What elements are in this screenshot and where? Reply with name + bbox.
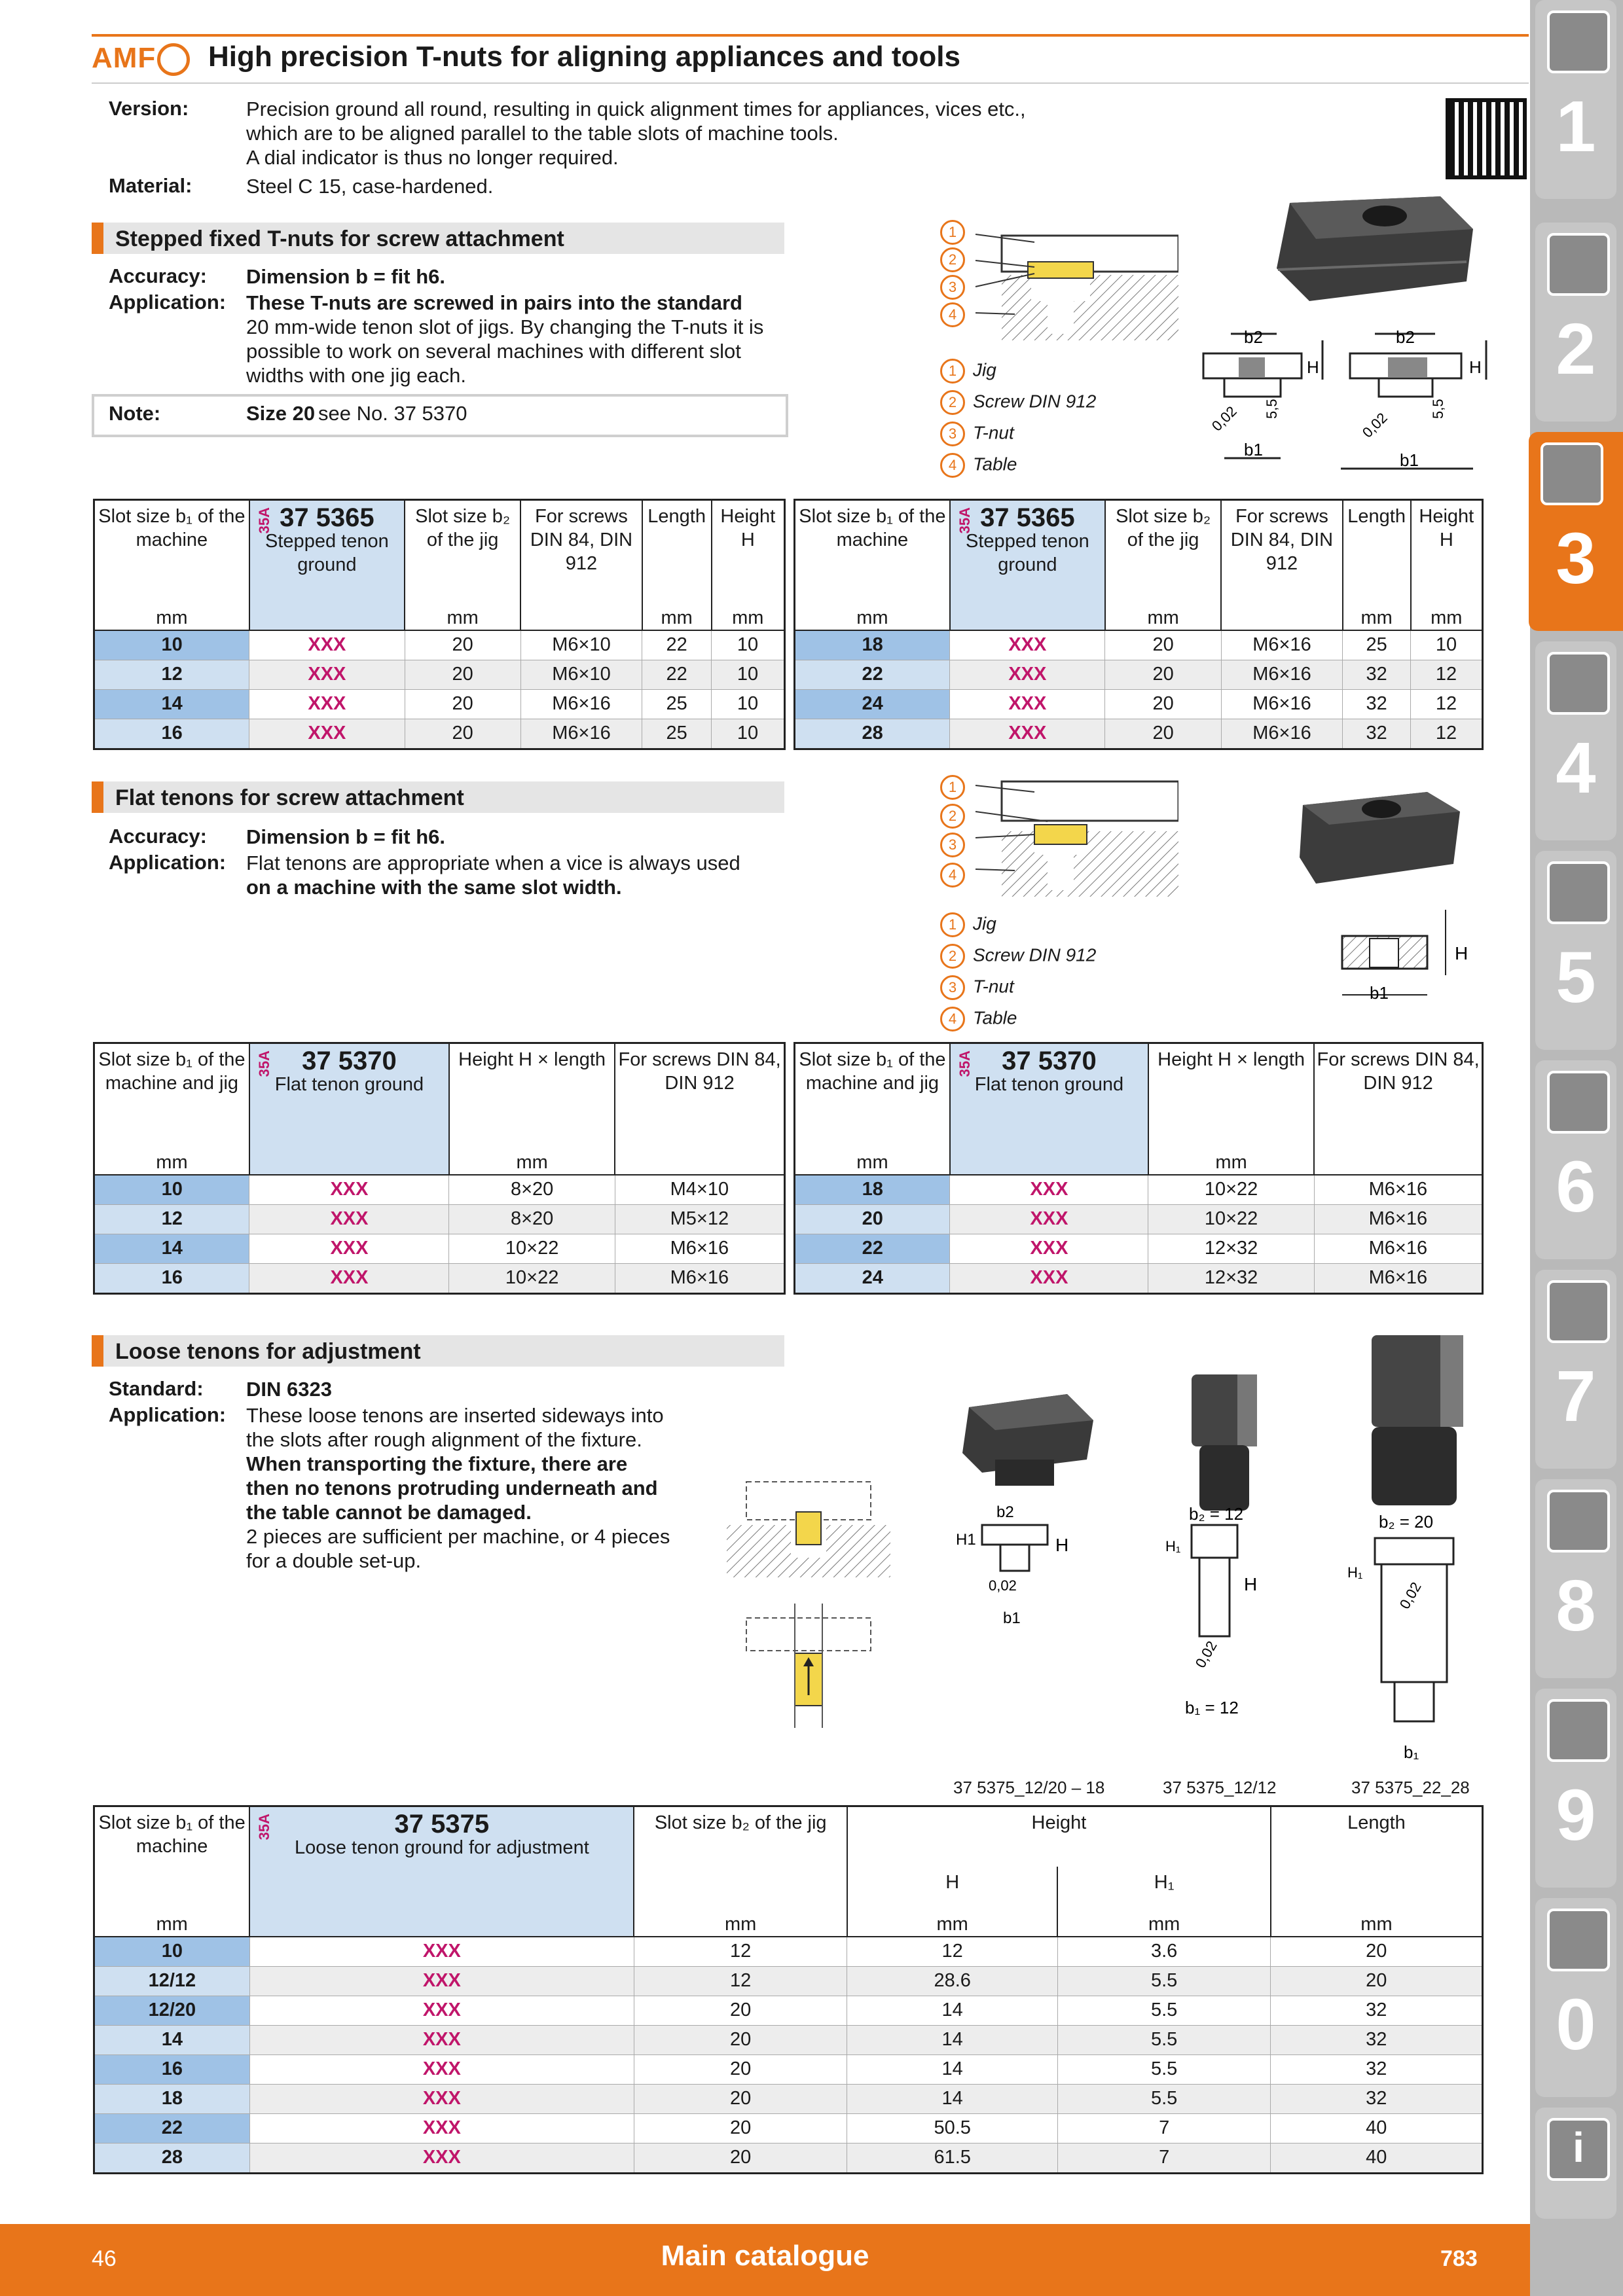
material-label: Material: — [109, 174, 192, 197]
application-line: the slots after rough alignment of the fixture. — [246, 1428, 642, 1451]
col-slot-size: Slot size b₁ of the machine and jig — [795, 1043, 950, 1141]
svg-text:H: H — [1455, 943, 1468, 963]
legend-marker: 3 — [940, 275, 973, 300]
footer-title: Main catalogue — [661, 2240, 869, 2272]
col-h: H — [847, 1867, 1058, 1903]
application-line: 20 mm-wide tenon slot of jigs. By changing the T-nuts it is — [246, 315, 764, 338]
unit: mm — [1148, 1141, 1314, 1175]
svg-text:0,02: 0,02 — [1359, 409, 1391, 441]
svg-text:H₁: H₁ — [1165, 1538, 1181, 1554]
section-heading-stepped — [92, 223, 784, 254]
loose-tenon-photo-2 — [1178, 1368, 1270, 1518]
col-slot-b2: Slot size b₂ of the jig — [405, 500, 520, 597]
top-rule — [92, 34, 1529, 37]
col-screws: For screws DIN 84, DIN 912 — [1221, 500, 1342, 597]
table-row: 10 XXX 20 M6×10 22 10 — [94, 630, 785, 660]
svg-text:b1: b1 — [1244, 440, 1263, 459]
col-height-group: Height — [847, 1806, 1271, 1867]
table-row: 16 XXX 20 M6×16 25 10 — [94, 719, 785, 749]
col-product: 35A 37 5375 Loose tenon ground for adjustment — [249, 1806, 634, 1903]
application-label: Application: — [109, 1403, 227, 1426]
unit: mm — [94, 1141, 249, 1175]
unit: mm — [847, 1903, 1058, 1937]
unit-empty — [950, 597, 1105, 630]
application-line: for a double set-up. — [246, 1549, 422, 1572]
dimension-drawing-flat — [1329, 897, 1480, 1014]
chapter-number: 6 — [1556, 1147, 1596, 1227]
qr-code-icon[interactable] — [1446, 98, 1527, 179]
col-length: Length — [1343, 500, 1411, 597]
col-h1: H₁ — [1057, 1867, 1270, 1903]
dimension-drawing-loose-1 — [949, 1499, 1080, 1630]
col-slot-size: Slot size b₁ of the machine — [94, 1806, 250, 1903]
col-height: Height H — [712, 500, 785, 597]
legend-item-screw: 2 Screw DIN 912 — [940, 390, 1096, 415]
stepped-tnut-photo — [1270, 190, 1486, 314]
application-line: widths with one jig each. — [246, 364, 467, 387]
chapter-number: 5 — [1556, 937, 1596, 1018]
chapter-tab-0[interactable] — [1535, 1898, 1616, 2097]
table-flat-left — [93, 1042, 786, 1295]
unit: mm — [94, 597, 249, 630]
chapter-tab-5[interactable] — [1535, 851, 1616, 1050]
table-row: 12 XXX 8×20 M5×12 — [94, 1204, 785, 1234]
col-length: Length — [1271, 1806, 1483, 1903]
chapter-tab-3[interactable] — [1529, 432, 1623, 631]
unit: mm — [1057, 1903, 1270, 1937]
version-line: A dial indicator is thus no longer required. — [246, 146, 619, 169]
loose-tenon-schematic — [727, 1473, 897, 1734]
legend-marker: 3 — [940, 833, 973, 857]
application-line: 2 pieces are sufficient per machine, or 4 pieces — [246, 1525, 670, 1548]
svg-text:0,02: 0,02 — [1396, 1579, 1425, 1612]
version-label: Version: — [109, 97, 189, 120]
workshop-icon — [1547, 1490, 1610, 1552]
legend-item-jig: 1 Jig — [940, 912, 996, 937]
unit-empty — [520, 597, 642, 630]
svg-text:b2: b2 — [1396, 327, 1415, 347]
flat-tenon-photo — [1296, 785, 1467, 890]
legend-item-jig: 1 Jig — [940, 359, 996, 384]
saw-blade-icon — [1547, 861, 1610, 924]
info-glyph: i — [1573, 2124, 1584, 2171]
application-label: Application: — [109, 851, 227, 874]
legend-item-screw: 2 Screw DIN 912 — [940, 944, 1096, 969]
accuracy-label: Accuracy: — [109, 264, 207, 287]
caption-loose-2: 37 5375_12/12 — [1163, 1778, 1277, 1797]
svg-text:H₁: H₁ — [1347, 1564, 1363, 1581]
unit-empty — [249, 1903, 634, 1937]
svg-text:b1: b1 — [1370, 983, 1389, 1003]
section-heading-flat — [92, 781, 784, 813]
chuck-icon — [1541, 442, 1603, 505]
unit: mm — [795, 1141, 950, 1175]
legend-item-table: 4 Table — [940, 453, 1017, 478]
application-line: on a machine with the same slot width. — [246, 876, 622, 899]
col-height-length: Height H × length — [449, 1043, 615, 1141]
unit: mm — [449, 1141, 615, 1175]
tools-icon — [1547, 1071, 1610, 1134]
legend-item-tnut: 3 T-nut — [940, 422, 1014, 446]
loose-tenon-photo-3 — [1362, 1329, 1480, 1518]
table-row: 12/20 XXX 20 14 5.5 32 — [94, 1996, 1483, 2025]
application-line: possible to work on several machines with different slot — [246, 340, 741, 363]
table-row: 12 XXX 20 M6×10 22 10 — [94, 660, 785, 689]
legend-marker: 4 — [940, 302, 973, 327]
standard-label: Standard: — [109, 1377, 204, 1400]
unit-empty — [615, 1141, 784, 1175]
table-row: 10 XXX 8×20 M4×10 — [94, 1175, 785, 1205]
unit-empty — [249, 1141, 449, 1175]
table-row: 22 XXX 20 50.5 7 40 — [94, 2113, 1483, 2143]
safety-icon — [1547, 1909, 1610, 1971]
drill-icon — [1547, 10, 1610, 73]
svg-text:H: H — [1469, 357, 1482, 377]
svg-text:5,5: 5,5 — [1430, 399, 1446, 419]
col-height: Height H — [1411, 500, 1483, 597]
chapter-number: 9 — [1556, 1775, 1596, 1856]
table-row: 20 XXX 10×22 M6×16 — [795, 1204, 1483, 1234]
dimension-drawing-stepped — [1192, 321, 1532, 478]
accuracy-text: Dimension b = fit h6. — [246, 825, 446, 848]
table-row: 24 XXX 20 M6×16 32 12 — [795, 689, 1483, 719]
application-line: When transporting the fixture, there are — [246, 1452, 628, 1475]
table-row: 24 XXX 12×32 M6×16 — [795, 1263, 1483, 1293]
application-line: These T-nuts are screwed in pairs into the standard — [246, 291, 742, 314]
col-product: 35A 37 5370 Flat tenon ground — [249, 1043, 449, 1141]
col-slot-size: Slot size b₁ of the machine and jig — [94, 1043, 249, 1141]
chapter-tab-6[interactable] — [1535, 1060, 1616, 1259]
table-row: 22 XXX 12×32 M6×16 — [795, 1234, 1483, 1263]
table-row: 28 XXX 20 M6×16 32 12 — [795, 719, 1483, 749]
unit: mm — [405, 597, 520, 630]
col-product: 35A 37 5370 Flat tenon ground — [950, 1043, 1148, 1141]
unit-empty — [249, 597, 405, 630]
material-text: Steel C 15, case-hardened. — [246, 175, 494, 198]
svg-text:H: H — [1244, 1574, 1258, 1594]
unit: mm — [712, 597, 785, 630]
section-marker — [92, 223, 103, 254]
unit: mm — [1271, 1903, 1483, 1937]
note-box — [92, 394, 788, 437]
chapter-number: 2 — [1556, 309, 1596, 389]
application-text — [246, 1403, 670, 1573]
legend-marker: 2 — [940, 804, 973, 829]
chapter-tab-7[interactable] — [1535, 1270, 1616, 1469]
table-row: 18 XXX 20 14 5.5 32 — [94, 2084, 1483, 2113]
accuracy-label: Accuracy: — [109, 825, 207, 848]
table-row: 14 XXX 20 M6×16 25 10 — [94, 689, 785, 719]
svg-text:b₂ = 12: b₂ = 12 — [1189, 1505, 1244, 1524]
legend-marker: 4 — [940, 863, 973, 888]
dimension-drawing-loose-2 — [1152, 1505, 1270, 1721]
unit-empty — [1314, 1141, 1482, 1175]
svg-text:H: H — [1307, 357, 1319, 377]
page-number-left: 46 — [92, 2246, 117, 2271]
svg-text:b₂ = 20: b₂ = 20 — [1379, 1512, 1434, 1532]
table-row: 28 XXX 20 61.5 7 40 — [94, 2143, 1483, 2173]
note-text: see No. 37 5370 — [318, 402, 467, 425]
svg-text:H1: H1 — [956, 1531, 976, 1549]
legend-item-tnut: 3 T-nut — [940, 975, 1014, 1000]
chapter-tab-8[interactable] — [1535, 1479, 1616, 1678]
section-marker — [92, 781, 103, 813]
amf-logo: AMF — [92, 42, 190, 76]
table-row: 12/12 XXX 12 28.6 5.5 20 — [94, 1966, 1483, 1996]
svg-text:b2: b2 — [996, 1503, 1014, 1521]
application-line: the table cannot be damaged. — [246, 1501, 532, 1524]
unit-empty — [1221, 597, 1342, 630]
unit-empty — [950, 1141, 1148, 1175]
svg-text:b₁: b₁ — [1404, 1742, 1419, 1762]
caliper-icon — [1547, 652, 1610, 715]
application-text — [246, 291, 763, 387]
section-title: Stepped fixed T-nuts for screw attachment — [115, 226, 564, 251]
version-line: Precision ground all round, resulting in quick alignment times for appliances, vices etc., — [246, 98, 1026, 120]
section-title: Flat tenons for screw attachment — [115, 785, 464, 810]
footer — [0, 2224, 1530, 2296]
application-line: These loose tenons are inserted sideways into — [246, 1404, 664, 1427]
table-stepped-left — [93, 499, 786, 750]
insert-icon — [1547, 233, 1610, 296]
chapter-number: 8 — [1556, 1566, 1596, 1646]
legend-marker: 1 — [940, 220, 973, 245]
svg-text:b2: b2 — [1244, 327, 1263, 347]
caption-loose-1: 37 5375_12/20 – 18 — [953, 1778, 1105, 1797]
unit: mm — [94, 1903, 250, 1937]
table-row: 22 XXX 20 M6×16 32 12 — [795, 660, 1483, 689]
table-row: 10 XXX 12 12 3.6 20 — [94, 1937, 1483, 1967]
chapter-number: 3 — [1556, 518, 1596, 599]
table-row: 14 XXX 20 14 5.5 32 — [94, 2025, 1483, 2054]
unit: mm — [1411, 597, 1483, 630]
legend-marker: 1 — [940, 775, 973, 800]
col-length: Length — [642, 500, 712, 597]
header-divider — [92, 82, 1529, 84]
table-loose-tenons — [93, 1805, 1484, 2174]
chapter-tab-2[interactable] — [1535, 223, 1616, 422]
col-screws: For screws DIN 84, DIN 912 — [615, 1043, 784, 1141]
table-row: 16 XXX 10×22 M6×16 — [94, 1263, 785, 1293]
section-heading-loose — [92, 1335, 784, 1367]
svg-text:0,02: 0,02 — [1208, 403, 1240, 435]
application-line: then no tenons protruding underneath and — [246, 1477, 658, 1499]
note-size: Size 20 — [246, 402, 316, 425]
table-row: 16 XXX 20 14 5.5 32 — [94, 2054, 1483, 2084]
unit: mm — [642, 597, 712, 630]
info-icon — [1547, 2118, 1610, 2181]
table-row: 18 XXX 10×22 M6×16 — [795, 1175, 1483, 1205]
cabinet-icon — [1547, 1699, 1610, 1762]
chapter-tab-9[interactable] — [1535, 1689, 1616, 1888]
logo-ring-icon — [157, 43, 190, 76]
table-flat-right — [793, 1042, 1484, 1295]
col-height-length: Height H × length — [1148, 1043, 1314, 1141]
col-screws: For screws DIN 84, DIN 912 — [520, 500, 642, 597]
loose-tenon-photo-1 — [956, 1381, 1100, 1492]
svg-text:H: H — [1055, 1535, 1069, 1555]
svg-text:b₁ = 12: b₁ = 12 — [1185, 1698, 1239, 1717]
application-line: Flat tenons are appropriate when a vice is always used — [246, 852, 740, 874]
svg-text:0,02: 0,02 — [1192, 1638, 1220, 1671]
unit: mm — [1343, 597, 1411, 630]
svg-text:b1: b1 — [1003, 1609, 1021, 1627]
version-line: which are to be aligned parallel to the table slots of machine tools. — [246, 122, 839, 145]
col-screws: For screws DIN 84, DIN 912 — [1314, 1043, 1482, 1141]
unit: mm — [795, 597, 950, 630]
chapter-number: 0 — [1556, 1984, 1596, 2065]
col-product: 35A 37 5365 Stepped tenon ground — [249, 500, 405, 597]
standard-text: DIN 6323 — [246, 1378, 332, 1401]
version-text — [246, 97, 1026, 170]
col-slot-b2: Slot size b₂ of the jig — [1105, 500, 1221, 597]
page-number-right: 783 — [1440, 2246, 1478, 2271]
table-row: 18 XXX 20 M6×16 25 10 — [795, 630, 1483, 660]
accuracy-text: Dimension b = fit h6. — [246, 265, 446, 288]
svg-text:b1: b1 — [1400, 450, 1419, 470]
section-marker — [92, 1335, 103, 1367]
col-slot-size: Slot size b₁ of the machine — [94, 500, 249, 597]
svg-text:5,5: 5,5 — [1264, 399, 1280, 419]
hammer-pliers-icon — [1547, 1280, 1610, 1343]
legend-item-table: 4 Table — [940, 1007, 1017, 1031]
svg-text:0,02: 0,02 — [989, 1577, 1017, 1594]
section-title: Loose tenons for adjustment — [115, 1339, 421, 1364]
table-stepped-right — [793, 499, 1484, 750]
chapter-tab-info[interactable] — [1535, 2108, 1616, 2219]
chapter-number: 1 — [1556, 86, 1596, 167]
unit: mm — [634, 1903, 847, 1937]
chapter-tab-4[interactable] — [1535, 641, 1616, 840]
application-label: Application: — [109, 291, 227, 314]
chapter-tab-1[interactable] — [1535, 0, 1616, 199]
legend-marker: 2 — [940, 247, 973, 272]
page-title: High precision T-nuts for aligning appliances and tools — [208, 41, 960, 73]
chapter-number: 7 — [1556, 1356, 1596, 1437]
caption-loose-3: 37 5375_22_28 — [1351, 1778, 1470, 1797]
unit: mm — [1105, 597, 1221, 630]
note-label: Note: — [109, 402, 161, 425]
col-slot-b2: Slot size b₂ of the jig — [634, 1806, 847, 1903]
col-product: 35A 37 5365 Stepped tenon ground — [950, 500, 1105, 597]
chapter-number: 4 — [1556, 728, 1596, 808]
col-slot-size: Slot size b₁ of the machine — [795, 500, 950, 597]
table-row: 14 XXX 10×22 M6×16 — [94, 1234, 785, 1263]
dimension-drawing-loose-3 — [1336, 1505, 1480, 1767]
application-text — [246, 851, 740, 899]
